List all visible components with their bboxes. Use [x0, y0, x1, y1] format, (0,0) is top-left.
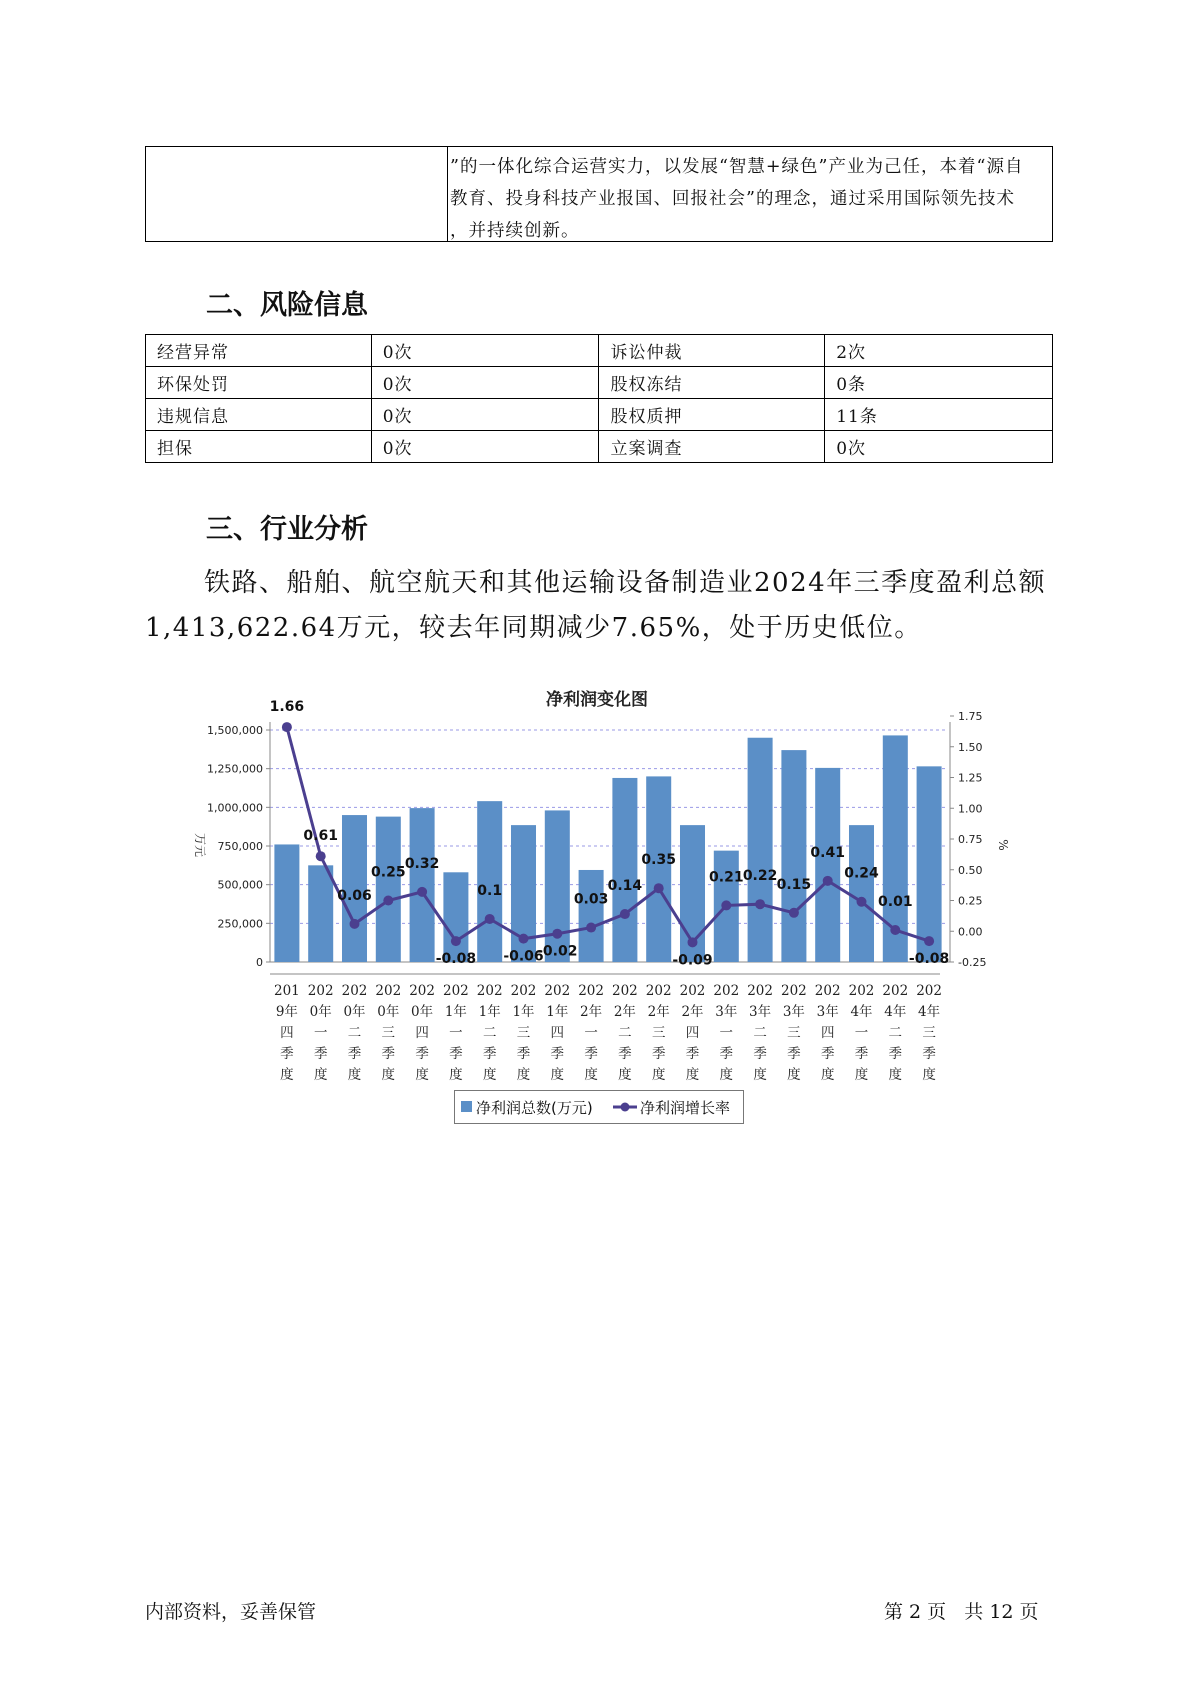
y2-tick-label: 1.00 [958, 802, 983, 816]
bar [815, 768, 840, 962]
x-tick-label: 202 [679, 983, 706, 999]
x-tick-label: 3年 [749, 1004, 772, 1020]
y2-tick-label: 1.75 [958, 710, 983, 723]
x-tick-label: 季 [787, 1046, 801, 1062]
x-tick-label: 度 [584, 1067, 598, 1083]
x-tick-label: 1年 [478, 1004, 501, 1020]
x-tick-label: 季 [313, 1046, 328, 1062]
growth-point [417, 887, 427, 897]
y-tick-label: 500,000 [217, 878, 263, 892]
x-tick-label: 一 [719, 1025, 734, 1041]
risk-section-title: 二、风险信息 [206, 290, 368, 321]
growth-point [755, 899, 765, 909]
bar [274, 844, 299, 962]
x-tick-label: 202 [578, 983, 604, 999]
risk-value: 0条 [825, 367, 1053, 399]
x-tick-label: 度 [550, 1067, 565, 1083]
x-tick-label: 1年 [512, 1004, 535, 1020]
growth-point [721, 900, 731, 910]
x-tick-label: 2年 [647, 1004, 670, 1020]
x-tick-label: 1年 [546, 1004, 569, 1020]
risk-value: 0次 [371, 399, 599, 431]
x-tick-label: 二 [482, 1025, 497, 1041]
y2-tick-label: -0.25 [958, 956, 987, 969]
y2-tick-label: 1.50 [958, 740, 983, 754]
x-tick-label: 202 [443, 983, 469, 999]
x-tick-label: 四 [820, 1025, 835, 1041]
x-tick-label: 三 [381, 1025, 396, 1041]
x-tick-label: 季 [482, 1046, 497, 1062]
bar [410, 808, 435, 962]
growth-data-label: 0.01 [878, 894, 913, 911]
x-tick-label: 度 [854, 1067, 869, 1083]
growth-data-label: 0.24 [844, 865, 879, 882]
x-tick-label: 季 [651, 1046, 666, 1062]
y-tick-label: 250,000 [217, 917, 263, 931]
risk-value: 11条 [825, 399, 1053, 431]
x-tick-label: 202 [510, 983, 537, 999]
x-tick-label: 三 [651, 1025, 666, 1041]
x-tick-label: 度 [787, 1067, 801, 1083]
footer-note: 内部资料，妥善保管 [145, 1601, 317, 1623]
x-tick-label: 三 [787, 1025, 801, 1041]
risk-key: 股权质押 [599, 399, 825, 431]
y2-tick-label: 0.25 [958, 894, 983, 908]
bar [748, 738, 773, 962]
x-tick-label: 0年 [377, 1004, 400, 1020]
industry-paragraph-line: 1,413,622.64万元，较去年同期减少7.65%，处于历史低位。 [145, 613, 922, 643]
growth-data-label: -0.08 [908, 951, 950, 968]
industry-paragraph-line: 铁路、船舶、航空航天和其他运输设备制造业2024年三季度盈利总额 [204, 568, 1047, 598]
x-tick-label: 202 [544, 983, 571, 999]
growth-point [654, 883, 664, 893]
x-tick-label: 季 [584, 1046, 598, 1062]
y-tick-label: 1,500,000 [207, 724, 263, 737]
x-tick-label: 9年 [275, 1004, 298, 1020]
y-axis-label: 万元 [193, 832, 207, 858]
x-tick-label: 一 [854, 1025, 869, 1041]
x-tick-label: 202 [476, 983, 503, 999]
growth-data-label: 0.35 [641, 852, 676, 869]
growth-point [519, 934, 529, 944]
growth-point [586, 923, 596, 933]
x-tick-label: 度 [618, 1067, 632, 1083]
y2-tick-label: 0.00 [958, 925, 983, 939]
x-tick-label: 0年 [343, 1004, 366, 1020]
y2-tick-label: 1.25 [958, 771, 983, 785]
x-tick-label: 季 [685, 1046, 700, 1062]
growth-data-label: 0.03 [573, 891, 609, 908]
x-tick-label: 201 [274, 983, 300, 999]
risk-value: 0次 [825, 431, 1053, 463]
intro-line: ，并持续创新。 [450, 221, 580, 241]
x-tick-label: 0年 [309, 1004, 332, 1020]
y2-tick-label: 0.50 [958, 863, 983, 877]
bar [308, 865, 333, 962]
x-tick-label: 202 [747, 983, 773, 999]
growth-data-label: 0.1 [477, 882, 503, 899]
x-tick-label: 202 [341, 983, 368, 999]
x-tick-label: 202 [409, 983, 435, 999]
growth-data-label: 0.25 [371, 864, 406, 881]
x-tick-label: 季 [449, 1046, 463, 1062]
x-tick-label: 202 [781, 983, 807, 999]
growth-data-label: 1.66 [269, 699, 305, 716]
risk-key: 诉讼仲裁 [599, 335, 825, 367]
x-tick-label: 季 [854, 1046, 869, 1062]
x-tick-label: 一 [584, 1025, 598, 1041]
risk-key: 担保 [146, 431, 372, 463]
risk-value: 0次 [371, 335, 599, 367]
bar [545, 810, 570, 962]
growth-data-label: -0.08 [435, 951, 477, 968]
x-tick-label: 3年 [715, 1004, 738, 1020]
bar [376, 817, 401, 962]
growth-data-label: 0.15 [776, 876, 812, 893]
x-tick-label: 2年 [681, 1004, 704, 1020]
growth-point [924, 936, 934, 946]
growth-data-label: 0.32 [404, 855, 440, 872]
x-tick-label: 季 [550, 1046, 565, 1062]
intro-line: ”的一体化综合运营实力，以发展“智慧+绿色”产业为己任，本着“源自 [450, 157, 1024, 177]
x-tick-label: 度 [482, 1067, 497, 1083]
growth-data-label: 0.21 [709, 869, 744, 886]
x-tick-label: 度 [820, 1067, 835, 1083]
bar [612, 778, 637, 962]
growth-data-label: 0.14 [607, 878, 643, 895]
x-tick-label: 二 [347, 1025, 362, 1041]
growth-data-label: 0.06 [337, 887, 372, 904]
x-tick-label: 三 [516, 1025, 531, 1041]
x-tick-label: 2年 [580, 1004, 603, 1020]
x-tick-label: 度 [685, 1067, 700, 1083]
x-tick-label: 季 [820, 1046, 835, 1062]
x-tick-label: 度 [753, 1067, 767, 1083]
x-tick-label: 四 [685, 1025, 700, 1041]
growth-point [823, 876, 833, 886]
x-tick-label: 季 [888, 1046, 903, 1062]
risk-key: 环保处罚 [146, 367, 372, 399]
x-tick-label: 二 [888, 1025, 903, 1041]
growth-point [383, 896, 393, 906]
risk-value: 0次 [371, 431, 599, 463]
x-tick-label: 度 [651, 1067, 666, 1083]
x-tick-label: 202 [645, 983, 672, 999]
page-number: 第 2 页 共 12 页 [884, 1601, 1039, 1623]
x-tick-label: 季 [618, 1046, 632, 1062]
x-tick-label: 1年 [444, 1004, 467, 1020]
chart-title: 净利润变化图 [546, 690, 648, 710]
risk-key: 违规信息 [146, 399, 372, 431]
bar [579, 870, 604, 962]
x-tick-label: 季 [922, 1046, 936, 1062]
bar [849, 825, 874, 962]
x-tick-label: 季 [347, 1046, 362, 1062]
x-tick-label: 度 [415, 1067, 429, 1083]
x-tick-label: 202 [814, 983, 841, 999]
x-tick-label: 二 [753, 1025, 767, 1041]
intro-line: 教育、投身科技产业报国、回报社会”的理念，通过采用国际领先技术 [450, 189, 1015, 209]
y-tick-label: 1,000,000 [207, 801, 263, 815]
risk-key: 股权冻结 [599, 367, 825, 399]
x-tick-label: 度 [313, 1067, 328, 1083]
x-tick-label: 四 [550, 1025, 565, 1041]
growth-point [620, 909, 630, 919]
risk-value: 0次 [371, 367, 599, 399]
x-tick-label: 202 [307, 983, 334, 999]
industry-section-title: 三、行业分析 [206, 514, 368, 545]
x-tick-label: 3年 [816, 1004, 839, 1020]
growth-point [316, 851, 326, 861]
x-tick-label: 度 [381, 1067, 396, 1083]
x-tick-label: 季 [415, 1046, 429, 1062]
x-tick-label: 季 [753, 1046, 767, 1062]
growth-point [350, 919, 360, 929]
x-tick-label: 3年 [782, 1004, 805, 1020]
x-tick-label: 度 [347, 1067, 362, 1083]
growth-data-label: 0.61 [303, 828, 338, 845]
growth-point [890, 925, 900, 935]
x-tick-label: 一 [313, 1025, 328, 1041]
growth-point [789, 908, 799, 918]
growth-data-label: -0.09 [672, 952, 713, 969]
growth-data-label: -0.02 [537, 943, 578, 960]
x-tick-label: 二 [618, 1025, 632, 1041]
x-tick-label: 4年 [884, 1004, 907, 1020]
legend-bar-swatch [461, 1101, 472, 1112]
growth-point [857, 897, 867, 907]
y2-tick-label: 0.75 [958, 833, 983, 846]
chart-legend [454, 1090, 744, 1124]
bar [477, 801, 502, 962]
x-tick-label: 四 [415, 1025, 429, 1041]
x-tick-label: 0年 [411, 1004, 434, 1020]
x-tick-label: 202 [916, 983, 942, 999]
y-tick-label: 0 [256, 956, 263, 969]
y-tick-label: 1,250,000 [207, 762, 263, 776]
x-tick-label: 202 [713, 983, 740, 999]
x-tick-label: 四 [280, 1025, 294, 1041]
growth-point [282, 722, 292, 732]
x-tick-label: 季 [719, 1046, 734, 1062]
x-tick-label: 度 [449, 1067, 463, 1083]
growth-data-label: 0.41 [810, 844, 845, 861]
x-tick-label: 202 [882, 983, 909, 999]
x-tick-label: 202 [612, 983, 638, 999]
x-tick-label: 季 [381, 1046, 396, 1062]
growth-point [552, 929, 562, 939]
x-tick-label: 度 [922, 1067, 936, 1083]
x-tick-label: 4年 [918, 1004, 941, 1020]
growth-point [451, 936, 461, 946]
growth-point [688, 937, 698, 947]
growth-data-label: -0.06 [503, 948, 544, 965]
risk-key: 立案调查 [599, 431, 825, 463]
x-tick-label: 度 [280, 1067, 294, 1083]
x-tick-label: 202 [848, 983, 875, 999]
bar [646, 776, 671, 962]
y2-axis-label: % [996, 839, 1010, 851]
bar [917, 766, 942, 962]
growth-data-label: 0.22 [742, 868, 778, 885]
bar [443, 872, 468, 962]
legend-bar-label: 净利润总数(万元) [476, 1099, 593, 1117]
x-tick-label: 202 [375, 983, 402, 999]
x-tick-label: 度 [888, 1067, 903, 1083]
x-tick-label: 4年 [850, 1004, 873, 1020]
x-tick-label: 度 [719, 1067, 734, 1083]
legend-line-label: 净利润增长率 [640, 1099, 731, 1117]
legend-line-swatch [613, 1099, 637, 1115]
growth-point [485, 914, 495, 924]
x-tick-label: 度 [516, 1067, 531, 1083]
bar [781, 750, 806, 962]
risk-value: 2次 [825, 335, 1053, 367]
y-tick-label: 750,000 [217, 840, 263, 853]
x-tick-label: 季 [280, 1046, 294, 1062]
x-tick-label: 季 [516, 1046, 531, 1062]
x-tick-label: 2年 [613, 1004, 636, 1020]
x-tick-label: 一 [449, 1025, 463, 1041]
x-tick-label: 三 [922, 1025, 936, 1041]
risk-key: 经营异常 [146, 335, 372, 367]
